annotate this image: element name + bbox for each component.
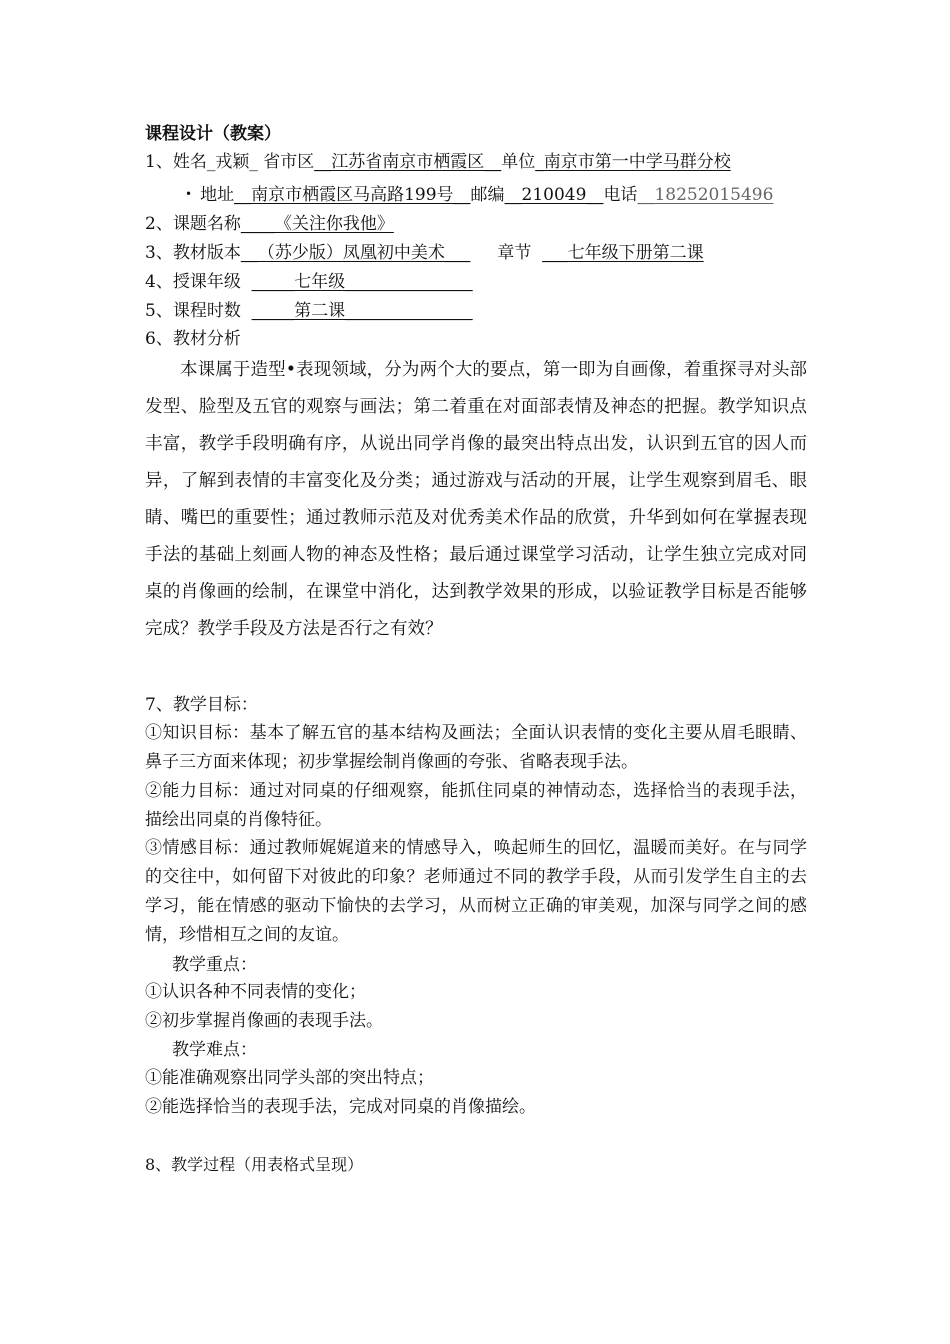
- emotion-objective: ③情感目标：通过教师娓娓道来的情感导入，唤起师生的回忆，温暖而美好。在与同学的交往中，如何留下对彼此的印象？老师通过不同的教学手段，从而引发学生自主的去学习，能在情感的驱动下愉快的去学习，从而树立正确的审美观，加深与同学之间的感情，珍惜相互之间的友谊。: [145, 838, 807, 945]
- unit-label: 单位: [501, 152, 536, 172]
- chapter-value: ___七年级下册第二课: [542, 243, 704, 263]
- bullet-icon: •: [185, 187, 193, 201]
- phone-value: __18252015496: [637, 185, 774, 205]
- course-title-value: ____《关注你我他》: [240, 214, 394, 234]
- process-heading: 8、教学过程（用表格式呈现）: [145, 1155, 364, 1174]
- address-line: [185, 182, 773, 207]
- region-value: __江苏省南京市栖霞区__: [314, 152, 502, 172]
- unit-value: _南京市第一中学马群分校: [535, 152, 731, 172]
- hours-label: 5、课程时数: [145, 301, 241, 321]
- difficulty-item: ①能准确观察出同学头部的突出特点；: [145, 1068, 434, 1088]
- textbook-value: __（苏少版）凤凰初中美术___: [240, 243, 471, 263]
- textbook-label: 3、教材版本: [145, 243, 241, 263]
- course-title-label: 2、课题名称: [145, 214, 241, 234]
- name-value: _戎颖_: [206, 152, 258, 172]
- difficulty-item: ②能选择恰当的表现手法，完成对同桌的肖像描绘。: [145, 1097, 536, 1117]
- key-points-heading: 教学重点：: [172, 955, 257, 975]
- address-value: __南京市栖霞区马高路199号__: [234, 185, 471, 205]
- grade-line: [145, 270, 473, 294]
- phone-label: 电话: [603, 185, 638, 205]
- difficulties-heading: 教学难点：: [172, 1040, 257, 1060]
- region-label: 省市区: [257, 152, 315, 172]
- analysis-heading: 6、教材分析: [145, 329, 241, 349]
- document-title: 课程设计（教案）: [145, 124, 281, 144]
- zip-value: __210049__: [504, 185, 604, 205]
- course-title-line: [145, 212, 394, 236]
- grade-label: 4、授课年级: [145, 272, 241, 292]
- hours-line: [145, 299, 473, 323]
- knowledge-objective: ①知识目标：基本了解五官的基本结构及画法；全面认识表情的变化主要从眉毛眼睛、鼻子三方面来体现；初步掌握绘制肖像画的夸张、省略表现手法。: [145, 723, 807, 772]
- analysis-paragraph: 本课属于造型•表现领域，分为两个大的要点，第一即为自画像，着重探寻对头部发型、脸型及五官的观察与画法；第二着重在对面部表情及神态的把握。教学知识点丰富，教学手段明确有序，从说出同学肖像的最突出特点出发，认识到五官的因人而异，了解到表情的丰富变化及分类；通过游戏与活动的开展，让学生观察到眉毛、眼睛、嘴巴的重要性；通过教师示范及对优秀美术作品的欣赏，升华到如何在掌握表现手法的基础上刻画人物的神态及性格；最后通过课堂学习活动，让学生独立完成对同桌的肖像画的绘制，在课堂中消化，达到教学效果的形成，以验证教学目标是否能够完成？教学手段及方法是否行之有效？: [145, 360, 807, 639]
- key-point-item: ②初步掌握肖像画的表现手法。: [145, 1011, 383, 1031]
- hours-value: _____第二课_______________: [251, 301, 473, 321]
- address-label: 地址: [200, 185, 235, 205]
- name-label: 1、姓名: [145, 152, 207, 172]
- grade-value: _____七年级_______________: [251, 272, 473, 292]
- textbook-line: [145, 241, 704, 265]
- zip-label: 邮编: [470, 185, 505, 205]
- objectives-heading: 7、教学目标：: [145, 695, 258, 715]
- ability-objective: ②能力目标：通过对同桌的仔细观察，能抓住同桌的神情动态，选择恰当的表现手法，描绘出同桌的肖像特征。: [145, 781, 807, 830]
- info-line-1: [145, 150, 731, 174]
- key-point-item: ①认识各种不同表情的变化；: [145, 982, 366, 1002]
- chapter-label: 章节: [497, 243, 532, 263]
